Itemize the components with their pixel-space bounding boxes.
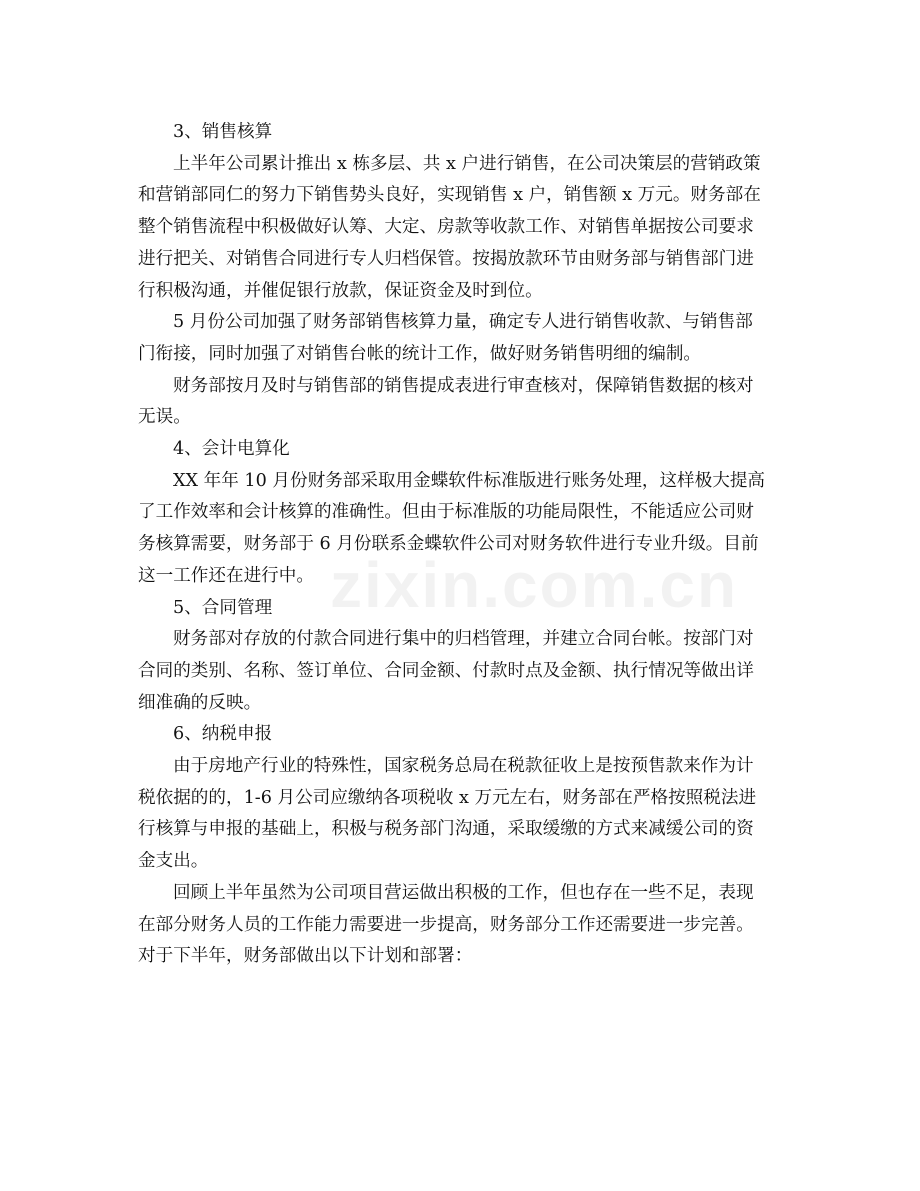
text-line: 行核算与申报的基础上，积极与税务部门沟通，采取缓缴的方式来减缓公司的资	[138, 819, 754, 840]
text-line: 上半年公司累计推出 x 栋多层、共 x 户进行销售，在公司决策层的营销政策	[173, 153, 761, 174]
text-line: 和营销部同仁的努力下销售势头良好，实现销售 x 户，销售额 x 万元。财务部在	[138, 185, 761, 206]
body-paragraph	[138, 371, 776, 434]
text-line: XX 年年 10 月份财务部采取用金蝶软件标准版进行账务处理，这样极大提高	[173, 470, 766, 491]
text-line: 这一工作还在进行中。	[138, 565, 314, 586]
text-line: 整个销售流程中积极做好认筹、大定、房款等收款工作、对销售单据按公司要求	[138, 217, 754, 238]
text-line: 财务部按月及时与销售部的销售提成表进行审查核对，保障销售数据的核对	[173, 375, 754, 396]
text-line: 在部分财务人员的工作能力需要进一步提高，财务部分工作还需要进一步完善。	[138, 914, 754, 935]
text-line: 财务部对存放的付款合同进行集中的归档管理，并建立合同台帐。按部门对	[173, 629, 754, 650]
body-paragraph	[138, 751, 776, 878]
text-line: 6、纳税申报	[173, 724, 273, 745]
document-body	[138, 117, 776, 973]
body-paragraph	[138, 624, 776, 719]
text-line: 金支出。	[138, 851, 209, 872]
section-heading	[138, 593, 776, 625]
text-line: 无误。	[138, 407, 191, 428]
body-paragraph	[138, 466, 776, 593]
text-line: 4、会计电算化	[173, 439, 290, 460]
text-line: 回顾上半年虽然为公司项目营运做出积极的工作，但也存在一些不足，表现	[173, 882, 754, 903]
body-paragraph	[138, 149, 776, 308]
text-line: 5 月份公司加强了财务部销售核算力量，确定专人进行销售收款、与销售部	[173, 312, 753, 333]
section-heading	[138, 434, 776, 466]
text-line: 了工作效率和会计核算的准确性。但由于标准版的功能局限性，不能适应公司财	[138, 502, 754, 523]
text-line: 由于房地产行业的特殊性，国家税务总局在税款征收上是按预售款来作为计	[173, 756, 754, 777]
text-line: 务核算需要，财务部于 6 月份联系金蝶软件公司对财务软件进行专业升级。目前	[138, 534, 759, 555]
body-paragraph	[138, 307, 776, 370]
body-paragraph	[138, 878, 776, 973]
watermark: zixin.com.cn	[330, 549, 739, 621]
text-line: 3、销售核算	[173, 122, 273, 142]
text-line: 细准确的反映。	[138, 692, 262, 713]
text-line: 税依据的的，1-6 月公司应缴纳各项税收 x 万元左右，财务部在严格按照税法进	[138, 787, 757, 808]
text-line: 门衔接，同时加强了对销售台帐的统计工作，做好财务销售明细的编制。	[138, 343, 702, 364]
text-line: 行积极沟通，并催促银行放款，保证资金及时到位。	[138, 280, 543, 301]
text-line: 进行把关、对销售合同进行专人归档保管。按揭放款环节由财务部与销售部门进	[138, 248, 754, 269]
text-line: 对于下半年，财务部做出以下计划和部署：	[138, 946, 473, 967]
text-line: 5、合同管理	[173, 597, 273, 618]
section-heading	[138, 719, 776, 751]
text-line: 合同的类别、名称、签订单位、合同金额、付款时点及金额、执行情况等做出详	[138, 660, 754, 681]
section-heading	[138, 117, 776, 149]
